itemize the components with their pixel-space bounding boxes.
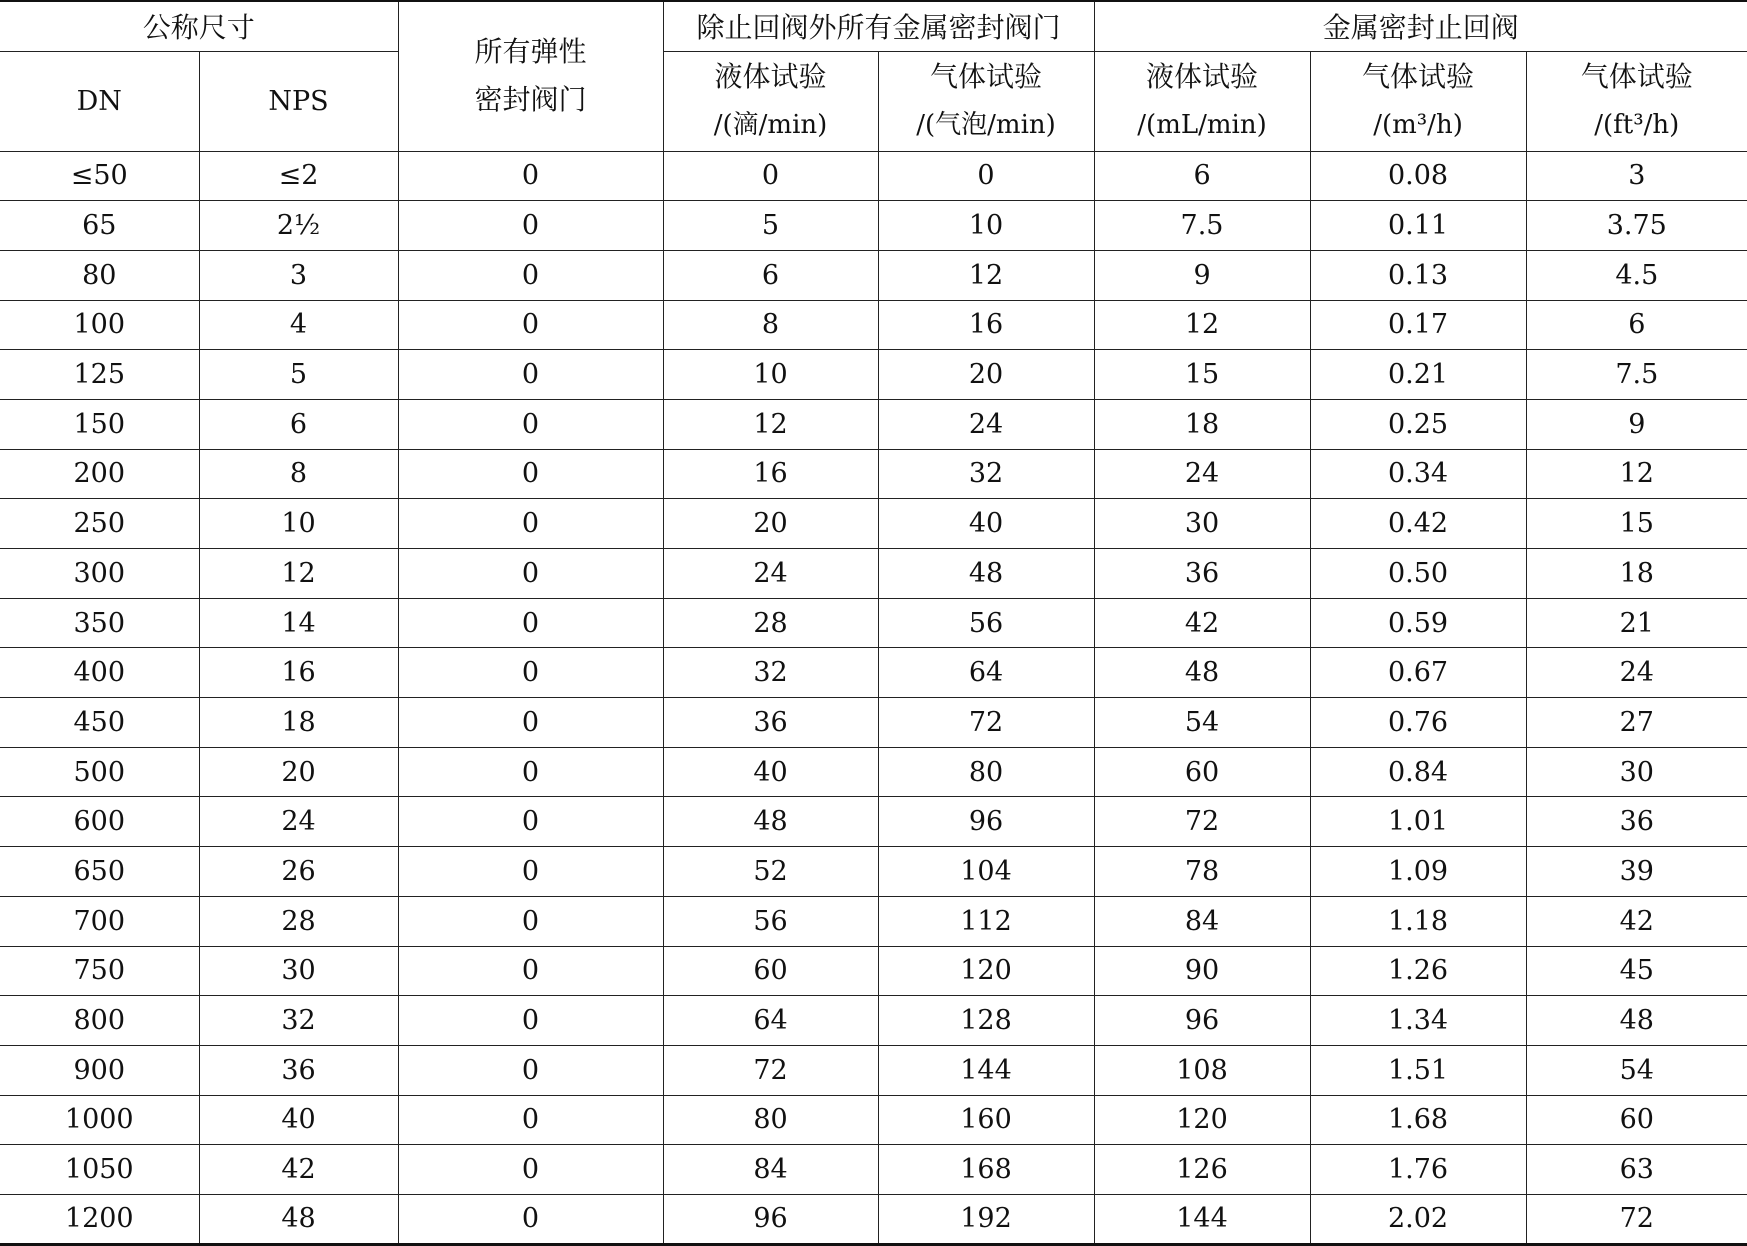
cell-check-gas-m3: 0.17 <box>1310 300 1526 350</box>
cell-check-gas-m3: 1.01 <box>1310 797 1526 847</box>
cell-gas-bubbles: 12 <box>878 250 1094 300</box>
cell-liquid-drops: 10 <box>663 350 878 400</box>
cell-check-gas-m3: 0.34 <box>1310 449 1526 499</box>
header-resilient-line1: 所有弹性 <box>474 35 587 69</box>
cell-check-gas-m3: 1.34 <box>1310 996 1526 1046</box>
header-unit-ft3: /(ft³/h) <box>1594 110 1680 140</box>
cell-check-gas-m3: 0.13 <box>1310 250 1526 300</box>
cell-resilient: 0 <box>398 499 663 549</box>
cell-check-gas-ft3: 24 <box>1526 648 1747 698</box>
header-resilient-line2: 密封阀门 <box>474 83 587 117</box>
cell-liquid-drops: 48 <box>663 797 878 847</box>
cell-check-liquid-ml: 24 <box>1094 449 1310 499</box>
cell-dn: 350 <box>0 598 199 648</box>
cell-gas-bubbles: 144 <box>878 1045 1094 1095</box>
cell-resilient: 0 <box>398 797 663 847</box>
cell-resilient: 0 <box>398 1194 663 1244</box>
cell-check-liquid-ml: 9 <box>1094 250 1310 300</box>
table-row <box>0 499 1747 549</box>
cell-check-gas-ft3: 27 <box>1526 698 1747 748</box>
cell-check-gas-ft3: 45 <box>1526 946 1747 996</box>
header-gas-test-label: 气体试验 <box>930 60 1043 93</box>
cell-check-liquid-ml: 72 <box>1094 797 1310 847</box>
cell-nps: ≤2 <box>199 151 398 201</box>
cell-check-gas-m3: 0.11 <box>1310 201 1526 251</box>
cell-check-gas-m3: 0.67 <box>1310 648 1526 698</box>
cell-gas-bubbles: 192 <box>878 1194 1094 1244</box>
header-gas-bubbles <box>878 51 1094 151</box>
header-unit-m3: /(m³/h) <box>1373 110 1463 140</box>
cell-nps: 28 <box>199 896 398 946</box>
cell-check-gas-ft3: 12 <box>1526 449 1747 499</box>
cell-dn: 1000 <box>0 1095 199 1145</box>
cell-dn: 1050 <box>0 1145 199 1195</box>
header-nps: NPS <box>199 51 398 151</box>
cell-liquid-drops: 28 <box>663 598 878 648</box>
cell-gas-bubbles: 112 <box>878 896 1094 946</box>
cell-resilient: 0 <box>398 847 663 897</box>
cell-liquid-drops: 52 <box>663 847 878 897</box>
cell-check-gas-ft3: 4.5 <box>1526 250 1747 300</box>
header-unit-bubbles: /(气泡/min) <box>916 110 1056 140</box>
table-row <box>0 797 1747 847</box>
cell-check-gas-m3: 0.50 <box>1310 549 1526 599</box>
cell-nps: 12 <box>199 549 398 599</box>
table-header <box>0 1 1747 151</box>
cell-check-liquid-ml: 18 <box>1094 399 1310 449</box>
cell-check-gas-m3: 2.02 <box>1310 1194 1526 1244</box>
cell-dn: 125 <box>0 350 199 400</box>
table-row <box>0 350 1747 400</box>
cell-resilient: 0 <box>398 300 663 350</box>
header-gas-ft3 <box>1526 51 1747 151</box>
header-gas-m3 <box>1310 51 1526 151</box>
cell-check-gas-ft3: 21 <box>1526 598 1747 648</box>
cell-liquid-drops: 24 <box>663 549 878 599</box>
cell-liquid-drops: 36 <box>663 698 878 748</box>
cell-gas-bubbles: 10 <box>878 201 1094 251</box>
cell-nps: 5 <box>199 350 398 400</box>
cell-dn: 200 <box>0 449 199 499</box>
table-row <box>0 250 1747 300</box>
cell-gas-bubbles: 80 <box>878 747 1094 797</box>
cell-dn: 500 <box>0 747 199 797</box>
cell-resilient: 0 <box>398 350 663 400</box>
cell-dn: 400 <box>0 648 199 698</box>
table-row <box>0 201 1747 251</box>
cell-dn: 650 <box>0 847 199 897</box>
cell-liquid-drops: 80 <box>663 1095 878 1145</box>
cell-gas-bubbles: 0 <box>878 151 1094 201</box>
cell-nps: 42 <box>199 1145 398 1195</box>
header-gas-test-label: 气体试验 <box>1362 60 1475 93</box>
cell-resilient: 0 <box>398 747 663 797</box>
table-row <box>0 747 1747 797</box>
cell-resilient: 0 <box>398 698 663 748</box>
cell-gas-bubbles: 24 <box>878 399 1094 449</box>
cell-check-liquid-ml: 60 <box>1094 747 1310 797</box>
cell-nps: 48 <box>199 1194 398 1244</box>
cell-resilient: 0 <box>398 449 663 499</box>
cell-liquid-drops: 5 <box>663 201 878 251</box>
cell-nps: 3 <box>199 250 398 300</box>
cell-liquid-drops: 16 <box>663 449 878 499</box>
cell-check-liquid-ml: 90 <box>1094 946 1310 996</box>
cell-gas-bubbles: 16 <box>878 300 1094 350</box>
cell-liquid-drops: 32 <box>663 648 878 698</box>
cell-resilient: 0 <box>398 996 663 1046</box>
cell-liquid-drops: 64 <box>663 996 878 1046</box>
cell-gas-bubbles: 40 <box>878 499 1094 549</box>
cell-liquid-drops: 6 <box>663 250 878 300</box>
cell-check-gas-m3: 0.21 <box>1310 350 1526 400</box>
cell-check-gas-ft3: 63 <box>1526 1145 1747 1195</box>
cell-check-liquid-ml: 48 <box>1094 648 1310 698</box>
cell-check-gas-ft3: 48 <box>1526 996 1747 1046</box>
cell-check-liquid-ml: 12 <box>1094 300 1310 350</box>
cell-liquid-drops: 0 <box>663 151 878 201</box>
cell-check-liquid-ml: 15 <box>1094 350 1310 400</box>
cell-nps: 32 <box>199 996 398 1046</box>
cell-dn: 450 <box>0 698 199 748</box>
cell-dn: 250 <box>0 499 199 549</box>
cell-resilient: 0 <box>398 399 663 449</box>
cell-nps: 40 <box>199 1095 398 1145</box>
cell-check-gas-m3: 0.76 <box>1310 698 1526 748</box>
table-row <box>0 1194 1747 1244</box>
header-liquid-drops <box>663 51 878 151</box>
cell-liquid-drops: 12 <box>663 399 878 449</box>
cell-check-gas-ft3: 60 <box>1526 1095 1747 1145</box>
cell-nps: 36 <box>199 1045 398 1095</box>
cell-resilient: 0 <box>398 151 663 201</box>
cell-check-gas-m3: 1.76 <box>1310 1145 1526 1195</box>
table-row <box>0 896 1747 946</box>
header-unit-ml: /(mL/min) <box>1137 110 1267 140</box>
cell-nps: 16 <box>199 648 398 698</box>
cell-check-liquid-ml: 42 <box>1094 598 1310 648</box>
cell-nps: 2½ <box>199 201 398 251</box>
header-liquid-ml <box>1094 51 1310 151</box>
cell-check-gas-ft3: 42 <box>1526 896 1747 946</box>
cell-gas-bubbles: 168 <box>878 1145 1094 1195</box>
cell-liquid-drops: 96 <box>663 1194 878 1244</box>
cell-resilient: 0 <box>398 598 663 648</box>
cell-gas-bubbles: 96 <box>878 797 1094 847</box>
cell-check-liquid-ml: 30 <box>1094 499 1310 549</box>
cell-check-gas-m3: 1.51 <box>1310 1045 1526 1095</box>
cell-check-liquid-ml: 144 <box>1094 1194 1310 1244</box>
cell-resilient: 0 <box>398 201 663 251</box>
cell-check-gas-ft3: 9 <box>1526 399 1747 449</box>
cell-nps: 24 <box>199 797 398 847</box>
cell-gas-bubbles: 32 <box>878 449 1094 499</box>
cell-resilient: 0 <box>398 250 663 300</box>
cell-liquid-drops: 8 <box>663 300 878 350</box>
cell-gas-bubbles: 72 <box>878 698 1094 748</box>
table-row <box>0 598 1747 648</box>
header-nominal-size: 公称尺寸 <box>0 1 398 51</box>
cell-nps: 10 <box>199 499 398 549</box>
cell-gas-bubbles: 128 <box>878 996 1094 1046</box>
header-resilient-seated <box>398 1 663 151</box>
cell-check-gas-m3: 1.68 <box>1310 1095 1526 1145</box>
cell-check-gas-m3: 0.25 <box>1310 399 1526 449</box>
cell-check-gas-ft3: 39 <box>1526 847 1747 897</box>
cell-resilient: 0 <box>398 1045 663 1095</box>
cell-check-gas-m3: 0.42 <box>1310 499 1526 549</box>
header-metal-check: 金属密封止回阀 <box>1094 1 1747 51</box>
cell-check-gas-ft3: 3 <box>1526 151 1747 201</box>
cell-check-liquid-ml: 78 <box>1094 847 1310 897</box>
cell-check-gas-ft3: 18 <box>1526 549 1747 599</box>
table-row <box>0 1095 1747 1145</box>
cell-nps: 18 <box>199 698 398 748</box>
cell-gas-bubbles: 64 <box>878 648 1094 698</box>
cell-gas-bubbles: 120 <box>878 946 1094 996</box>
cell-dn: 600 <box>0 797 199 847</box>
cell-dn: ≤50 <box>0 151 199 201</box>
cell-resilient: 0 <box>398 1145 663 1195</box>
cell-check-gas-m3: 1.09 <box>1310 847 1526 897</box>
cell-resilient: 0 <box>398 896 663 946</box>
cell-check-gas-m3: 0.59 <box>1310 598 1526 648</box>
table-row <box>0 946 1747 996</box>
header-metal-non-check: 除止回阀外所有金属密封阀门 <box>663 1 1094 51</box>
cell-check-gas-m3: 1.18 <box>1310 896 1526 946</box>
cell-check-gas-ft3: 6 <box>1526 300 1747 350</box>
cell-check-gas-ft3: 30 <box>1526 747 1747 797</box>
header-liquid-test-label: 液体试验 <box>714 60 827 93</box>
cell-dn: 700 <box>0 896 199 946</box>
cell-check-liquid-ml: 7.5 <box>1094 201 1310 251</box>
cell-nps: 14 <box>199 598 398 648</box>
cell-liquid-drops: 72 <box>663 1045 878 1095</box>
cell-check-gas-m3: 1.26 <box>1310 946 1526 996</box>
cell-resilient: 0 <box>398 1095 663 1145</box>
cell-check-liquid-ml: 126 <box>1094 1145 1310 1195</box>
cell-dn: 300 <box>0 549 199 599</box>
table-row <box>0 449 1747 499</box>
cell-gas-bubbles: 104 <box>878 847 1094 897</box>
cell-check-liquid-ml: 54 <box>1094 698 1310 748</box>
table-row <box>0 847 1747 897</box>
header-liquid-test-label: 液体试验 <box>1146 60 1259 93</box>
cell-check-liquid-ml: 96 <box>1094 996 1310 1046</box>
cell-check-liquid-ml: 36 <box>1094 549 1310 599</box>
cell-check-liquid-ml: 6 <box>1094 151 1310 201</box>
cell-nps: 6 <box>199 399 398 449</box>
cell-check-gas-ft3: 15 <box>1526 499 1747 549</box>
table-row <box>0 648 1747 698</box>
cell-resilient: 0 <box>398 946 663 996</box>
table-row <box>0 300 1747 350</box>
cell-gas-bubbles: 48 <box>878 549 1094 599</box>
cell-check-liquid-ml: 120 <box>1094 1095 1310 1145</box>
cell-nps: 26 <box>199 847 398 897</box>
table-row <box>0 698 1747 748</box>
cell-dn: 800 <box>0 996 199 1046</box>
cell-gas-bubbles: 56 <box>878 598 1094 648</box>
header-gas-test-label: 气体试验 <box>1580 60 1693 93</box>
cell-dn: 900 <box>0 1045 199 1095</box>
cell-nps: 8 <box>199 449 398 499</box>
table-row <box>0 1145 1747 1195</box>
cell-dn: 65 <box>0 201 199 251</box>
table-body <box>0 151 1747 1244</box>
cell-nps: 30 <box>199 946 398 996</box>
cell-nps: 20 <box>199 747 398 797</box>
cell-check-gas-m3: 0.08 <box>1310 151 1526 201</box>
cell-gas-bubbles: 20 <box>878 350 1094 400</box>
cell-check-liquid-ml: 84 <box>1094 896 1310 946</box>
cell-resilient: 0 <box>398 549 663 599</box>
cell-resilient: 0 <box>398 648 663 698</box>
table-row <box>0 1045 1747 1095</box>
cell-liquid-drops: 56 <box>663 896 878 946</box>
table-row <box>0 151 1747 201</box>
cell-liquid-drops: 60 <box>663 946 878 996</box>
table-row <box>0 996 1747 1046</box>
cell-dn: 150 <box>0 399 199 449</box>
cell-dn: 80 <box>0 250 199 300</box>
cell-check-gas-m3: 0.84 <box>1310 747 1526 797</box>
cell-gas-bubbles: 160 <box>878 1095 1094 1145</box>
table-row <box>0 549 1747 599</box>
header-dn: DN <box>0 51 199 151</box>
cell-check-liquid-ml: 108 <box>1094 1045 1310 1095</box>
cell-dn: 100 <box>0 300 199 350</box>
cell-check-gas-ft3: 54 <box>1526 1045 1747 1095</box>
cell-check-gas-ft3: 3.75 <box>1526 201 1747 251</box>
table-row <box>0 399 1747 449</box>
cell-check-gas-ft3: 7.5 <box>1526 350 1747 400</box>
cell-nps: 4 <box>199 300 398 350</box>
cell-liquid-drops: 20 <box>663 499 878 549</box>
cell-check-gas-ft3: 72 <box>1526 1194 1747 1244</box>
cell-liquid-drops: 84 <box>663 1145 878 1195</box>
cell-liquid-drops: 40 <box>663 747 878 797</box>
cell-dn: 1200 <box>0 1194 199 1244</box>
cell-dn: 750 <box>0 946 199 996</box>
cell-check-gas-ft3: 36 <box>1526 797 1747 847</box>
header-unit-drops: /(滴/min) <box>713 110 828 140</box>
